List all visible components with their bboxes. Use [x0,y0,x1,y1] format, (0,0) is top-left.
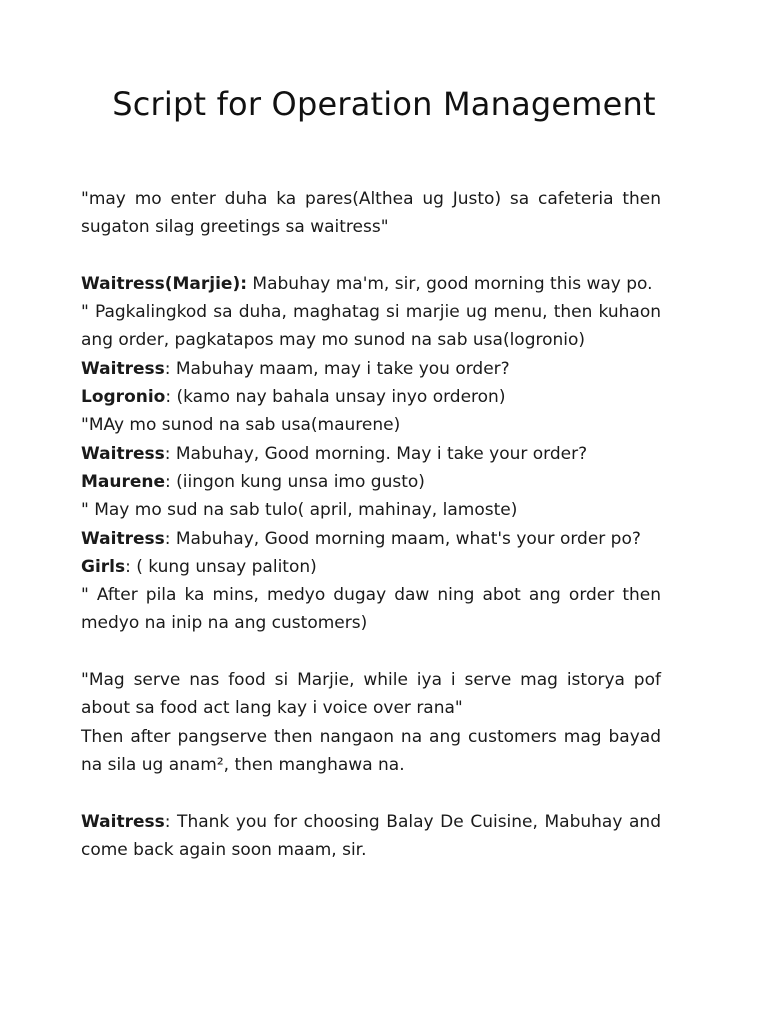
stage-direction [81,581,661,638]
dialogue-text: : Mabuhay, Good morning. May i take your order? [164,443,588,464]
dialogue-line [81,553,661,581]
speaker-name: Maurene [81,471,166,492]
paragraph-gap [81,779,661,807]
dialogue-line [81,383,661,411]
dialogue-text: : (kamo nay bahala unsay inyo orderon) [165,387,506,408]
document-title: Script for Operation Management [112,85,656,123]
paragraph-text: " Pagkalingkod sa duha, maghatag si marjie ug menu, then kuhaon ang order, pagkatapos may mo sunod na sab usa(logronio) [81,302,661,351]
script-body [81,185,661,864]
paragraph-gap [81,638,661,666]
stage-direction [81,666,661,723]
stage-direction [81,496,661,524]
speaker-name: Waitress [81,528,165,549]
dialogue-line [81,808,661,865]
dialogue-text: : Mabuhay maam, may i take you order? [164,358,510,379]
paragraph-text: " After pila ka mins, medyo dugay daw ning abot ang order then medyo na inip na ang customers) [81,585,661,634]
paragraph-text: "Mag serve nas food si Marjie, while iya i serve mag istorya pof about sa food act lang kay i voice over rana" [81,670,661,719]
dialogue-text: Mabuhay ma'm, sir, good morning this way po. [247,273,653,294]
speaker-name: Waitress [81,358,165,379]
paragraph-text: Then after pangserve then nangaon na ang customers mag bayad na sila ug anam², then manghawa na. [81,726,661,775]
dialogue-text: : Thank you for choosing Balay De Cuisine, Mabuhay and come back again soon maam, sir. [81,811,661,860]
speaker-name: Waitress [81,443,165,464]
speaker-name: Waitress(Marjie): [81,273,248,294]
speaker-name: Girls [81,556,126,577]
speaker-name: Logronio [81,387,166,408]
speaker-name: Waitress [81,811,165,832]
dialogue-text: : Mabuhay, Good morning maam, what's your order po? [164,528,641,549]
dialogue-line [81,355,661,383]
paragraph-text: " May mo sud na sab tulo( april, mahinay, lamoste) [81,500,518,521]
dialogue-line [81,525,661,553]
stage-direction [81,411,661,439]
dialogue-line [81,270,661,298]
stage-direction [81,185,661,242]
stage-direction [81,298,661,355]
paragraph-text: "MAy mo sunod na sab usa(maurene) [81,415,401,436]
dialogue-text: : (iingon kung unsa imo gusto) [165,471,425,492]
dialogue-text: : ( kung unsay paliton) [125,556,317,577]
dialogue-line [81,468,661,496]
paragraph-gap [81,242,661,270]
dialogue-line [81,440,661,468]
stage-direction [81,723,661,780]
paragraph-text: "may mo enter duha ka pares(Althea ug Justo) sa cafeteria then sugaton silag greetings sa waitress" [81,189,661,238]
